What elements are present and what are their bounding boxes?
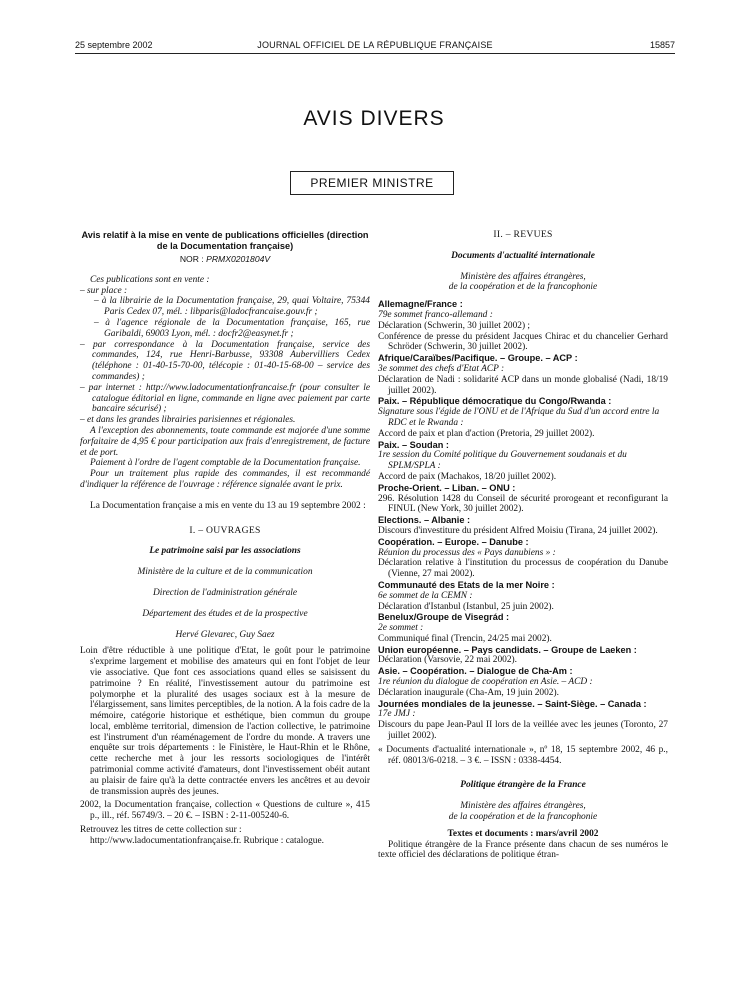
entry-subheading: 6e sommet de la CEMN : [378, 590, 473, 601]
revue-entry [378, 515, 668, 537]
entry-heading: Coopération. – Europe. – Danube : [378, 536, 529, 547]
section-revues: II. – REVUES [493, 229, 553, 240]
list-item: – sur place : [80, 285, 128, 296]
politique-ministry-line1: Ministère des affaires étrangères, [460, 801, 586, 812]
entry-line: Déclaration (Schwerin, 30 juillet 2002) ; [378, 320, 531, 331]
entry-subheading: Réunion du processus des « Pays danubiens » : [378, 547, 556, 558]
revue-entry [378, 396, 668, 439]
politique-ministry-line2: de la coopération et de la francophonie [448, 812, 598, 823]
section-ouvrages: I. – OUVRAGES [189, 524, 261, 536]
revue-entry [378, 299, 668, 353]
entry-heading: Asie. – Coopération. – Dialogue de Cha-Am : [378, 666, 573, 677]
entry-subheading: 1re réunion du dialogue de coopération en Asie. – ACD : [378, 677, 593, 688]
entry-line: Accord de paix (Machakos, 18/20 juillet 2002). [378, 471, 557, 482]
revue-entry [378, 440, 668, 483]
revue-entry [378, 666, 668, 698]
revue-ministry-line2: de la coopération et de la francophonie [448, 282, 598, 293]
entry-subheading: 2e sommet : [378, 623, 424, 634]
paragraph-abonnements: A l'exception des abonnements, toute commande est majorée d'une somme forfaitaire de 4,95 € pour participation aux frais d'enregistrement, de facture et de port. [80, 425, 370, 458]
entry-heading: Elections. – Albanie : [378, 515, 471, 526]
entry-line: Communiqué final (Trencin, 24/25 mai 2002). [378, 633, 552, 644]
page-number: 15857 [649, 40, 675, 50]
entry-heading: Afrique/Caraïbes/Pacifique. – Groupe. – ACP : [378, 353, 578, 364]
revue-ministry-line1: Ministère des affaires étrangères, [460, 271, 586, 282]
entry-heading: Allemagne/France : [378, 299, 463, 310]
entry-line: Déclaration inaugurale (Cha-Am, 19 juin 2002). [378, 687, 559, 698]
nor-label: NOR : [179, 254, 204, 264]
list-item: – par correspondance à la Documentation française, service des commandes, 124, rue Henri-Barbusse, 93308 Aubervilliers Cedex (téléphone : 01-40-15-70-00, télécopie : 01-40-15-68-00 – service des commandes) ; [80, 339, 370, 382]
entry-line: 296. Résolution 1428 du Conseil de sécurité prorogeant et reconfigurant la FINUL (New York, 30 juillet 2002). [378, 493, 668, 515]
entry-line: Déclaration (Varsovie, 22 mai 2002). [378, 655, 518, 666]
book-department: Département des études et de la prospective [142, 608, 308, 619]
header-rule [75, 53, 675, 54]
nor-line [80, 254, 370, 265]
entry-heading: Proche-Orient. – Liban. – ONU : [378, 482, 516, 493]
entry-subheading: 79e sommet franco-allemand : [378, 309, 493, 320]
entry-line: Accord de paix et plan d'action (Pretoria, 29 juillet 2002). [378, 428, 595, 439]
textes-title: Textes et documents : mars/avril 2002 [447, 828, 599, 839]
retrouvez-label: Retrouvez les titres de cette collection sur : [80, 825, 242, 836]
nor-code: PRMX0201804V [206, 254, 271, 264]
revue-entry [378, 645, 668, 667]
entry-heading: Paix. – République démocratique du Congo/Rwanda : [378, 396, 612, 407]
entry-subheading: 1re session du Comité politique du Gouvernement soudanais et du SPLM/SPLA : [378, 450, 627, 472]
revue-entry [378, 699, 668, 742]
book-title: Le patrimoine saisi par les associations [149, 546, 301, 557]
entry-heading: Paix. – Soudan : [378, 439, 449, 450]
entry-line: Déclaration d'Istanbul (Istanbul, 25 juin 2002). [378, 601, 554, 612]
entry-line: Conférence de presse du président Jacques Chirac et du chancelier Gerhard Schröder (Schwerin, 30 juillet 2002). [378, 331, 668, 353]
revue-entry [378, 483, 668, 515]
sales-points-list [80, 286, 370, 426]
book-reference: 2002, la Documentation française, collection « Questions de culture », 415 p., ill., réf. 56749/3. – 20 €. – ISBN : 2-11-005240-6. [80, 800, 370, 822]
book-ministry: Ministère de la culture et de la communication [137, 567, 313, 578]
entry-line: Discours du pape Jean-Paul II lors de la veillée avec les jeunes (Toronto, 27 juillet 2002). [378, 720, 668, 742]
entry-subheading: Signature sous l'égide de l'ONU et de l'Afrique du Sud d'un accord entre la RDC et le Rwanda : [378, 407, 660, 428]
entry-subheading: 3e sommet des chefs d'Etat ACP : [378, 363, 505, 374]
revue-entry [378, 537, 668, 580]
list-item: – à l'agence régionale de la Documentation française, 165, rue Garibaldi, 69003 Lyon, mél. : docfr2@easynet.fr ; [94, 317, 370, 339]
right-column [378, 230, 668, 861]
revue-entry [378, 353, 668, 396]
book-description: Loin d'être réductible à une politique d'Etat, le goût pour le patrimoine s'exprime largement et mobilise des amateurs qui en font l'objet de leur vie associative. Que font ces associations quand elles se saisissent du patrimoine ? En réalité, l'investissement autour du patrimoine est polymorphe et la pluralité des usages sociaux est à la mesure de l'élargissement, sans limites perceptibles, de la notion. A la fois cadre de la mémoire, catégorie historique et esthétique, bien commun du groupe local, emblème territorial, dimension de l'action collective, le patrimoine est l'instrument d'un réaménagement de l'ordre du monde. A travers une enquête sur trois départements : le Finistère, le Haut-Rhin et le Rhône, cette recherche met à jour les ressorts sociologiques de l'intérêt patrimonial comme activité d'amateurs, dont l'investissement obéit autant au plaisir de faire qu'à la dette contractée envers les ancêtres et au devoir de transmission auprès des jeunes. [80, 646, 370, 797]
paragraph-mise-en-vente: La Documentation française a mis en vente du 13 au 19 septembre 2002 : [90, 500, 366, 511]
entry-heading: Communauté des Etats de la mer Noire : [378, 579, 555, 590]
paragraph-traitement: Pour un traitement plus rapide des commandes, il est recommandé d'indiquer la référence de l'ouvrage : référence signalée avant le prix. [80, 469, 370, 490]
entry-heading: Benelux/Groupe de Visegrád : [378, 612, 510, 623]
textes-paragraph: Politique étrangère de la France présente dans chacun de ses numéros le texte officiel des déclarations de politique étran- [378, 839, 668, 861]
page-title: AVIS DIVERS [303, 107, 445, 130]
entry-line: Discours d'investiture du président Alfred Moisiu (Tirana, 24 juillet 2002). [378, 525, 658, 536]
entry-line: Déclaration relative à l'institution du processus de coopération du Danube (Vienne, 27 mai 2002). [378, 558, 668, 580]
revue-reference: « Documents d'actualité internationale », nº 18, 15 septembre 2002, 46 p., réf. 08013/6-0218. – 3 €. – ISSN : 0338-4454. [378, 744, 668, 766]
paragraph-paiement: Paiement à l'ordre de l'agent comptable de la Documentation française. [90, 458, 361, 469]
list-item: – et dans les grandes librairies parisiennes et régionales. [80, 415, 296, 426]
page-header [75, 40, 675, 54]
list-item: – à la librairie de la Documentation française, 29, quai Voltaire, 75344 Paris Cedex 07, mél. : libparis@ladocfrancaise.gouv.fr ; [94, 296, 370, 318]
entry-heading: Journées mondiales de la jeunesse. – Saint-Siège. – Canada : [378, 698, 647, 709]
book-direction: Direction de l'administration générale [152, 587, 298, 598]
intro-text: Ces publications sont en vente : [90, 274, 210, 285]
politique-title: Politique étrangère de la France [460, 780, 586, 791]
avis-title: Avis relatif à la mise en vente de publications officielles (direction de la Documentation française) [81, 230, 369, 251]
entry-subheading: 17e JMJ : [378, 709, 416, 720]
entry-heading: Union européenne. – Pays candidats. – Groupe de Laeken : [378, 644, 637, 655]
header-date: 25 septembre 2002 [75, 40, 153, 50]
entry-line: Déclaration de Nadi : solidarité ACP dans un monde globalisé (Nadi, 18/19 juillet 2002). [378, 374, 668, 396]
book-authors: Hervé Glevarec, Guy Saez [175, 629, 275, 640]
list-item: – par internet : http://www.ladocumentationfrancaise.fr (pour consulter le catalogue éditorial en ligne, commande en ligne avec paiement par carte bancaire sécurisé) ; [80, 382, 370, 415]
revue-title: Documents d'actualité internationale [451, 250, 595, 261]
ministry-box: PREMIER MINISTRE [290, 171, 454, 195]
revue-entries [378, 299, 668, 742]
revue-entry [378, 612, 668, 644]
left-column [80, 230, 370, 847]
journal-title: JOURNAL OFFICIEL DE LA RÉPUBLIQUE FRANÇAISE [257, 40, 493, 50]
retrouvez-url: http://www.ladocumentationfrançaise.fr. Rubrique : catalogue. [90, 835, 324, 846]
revue-entry [378, 580, 668, 612]
